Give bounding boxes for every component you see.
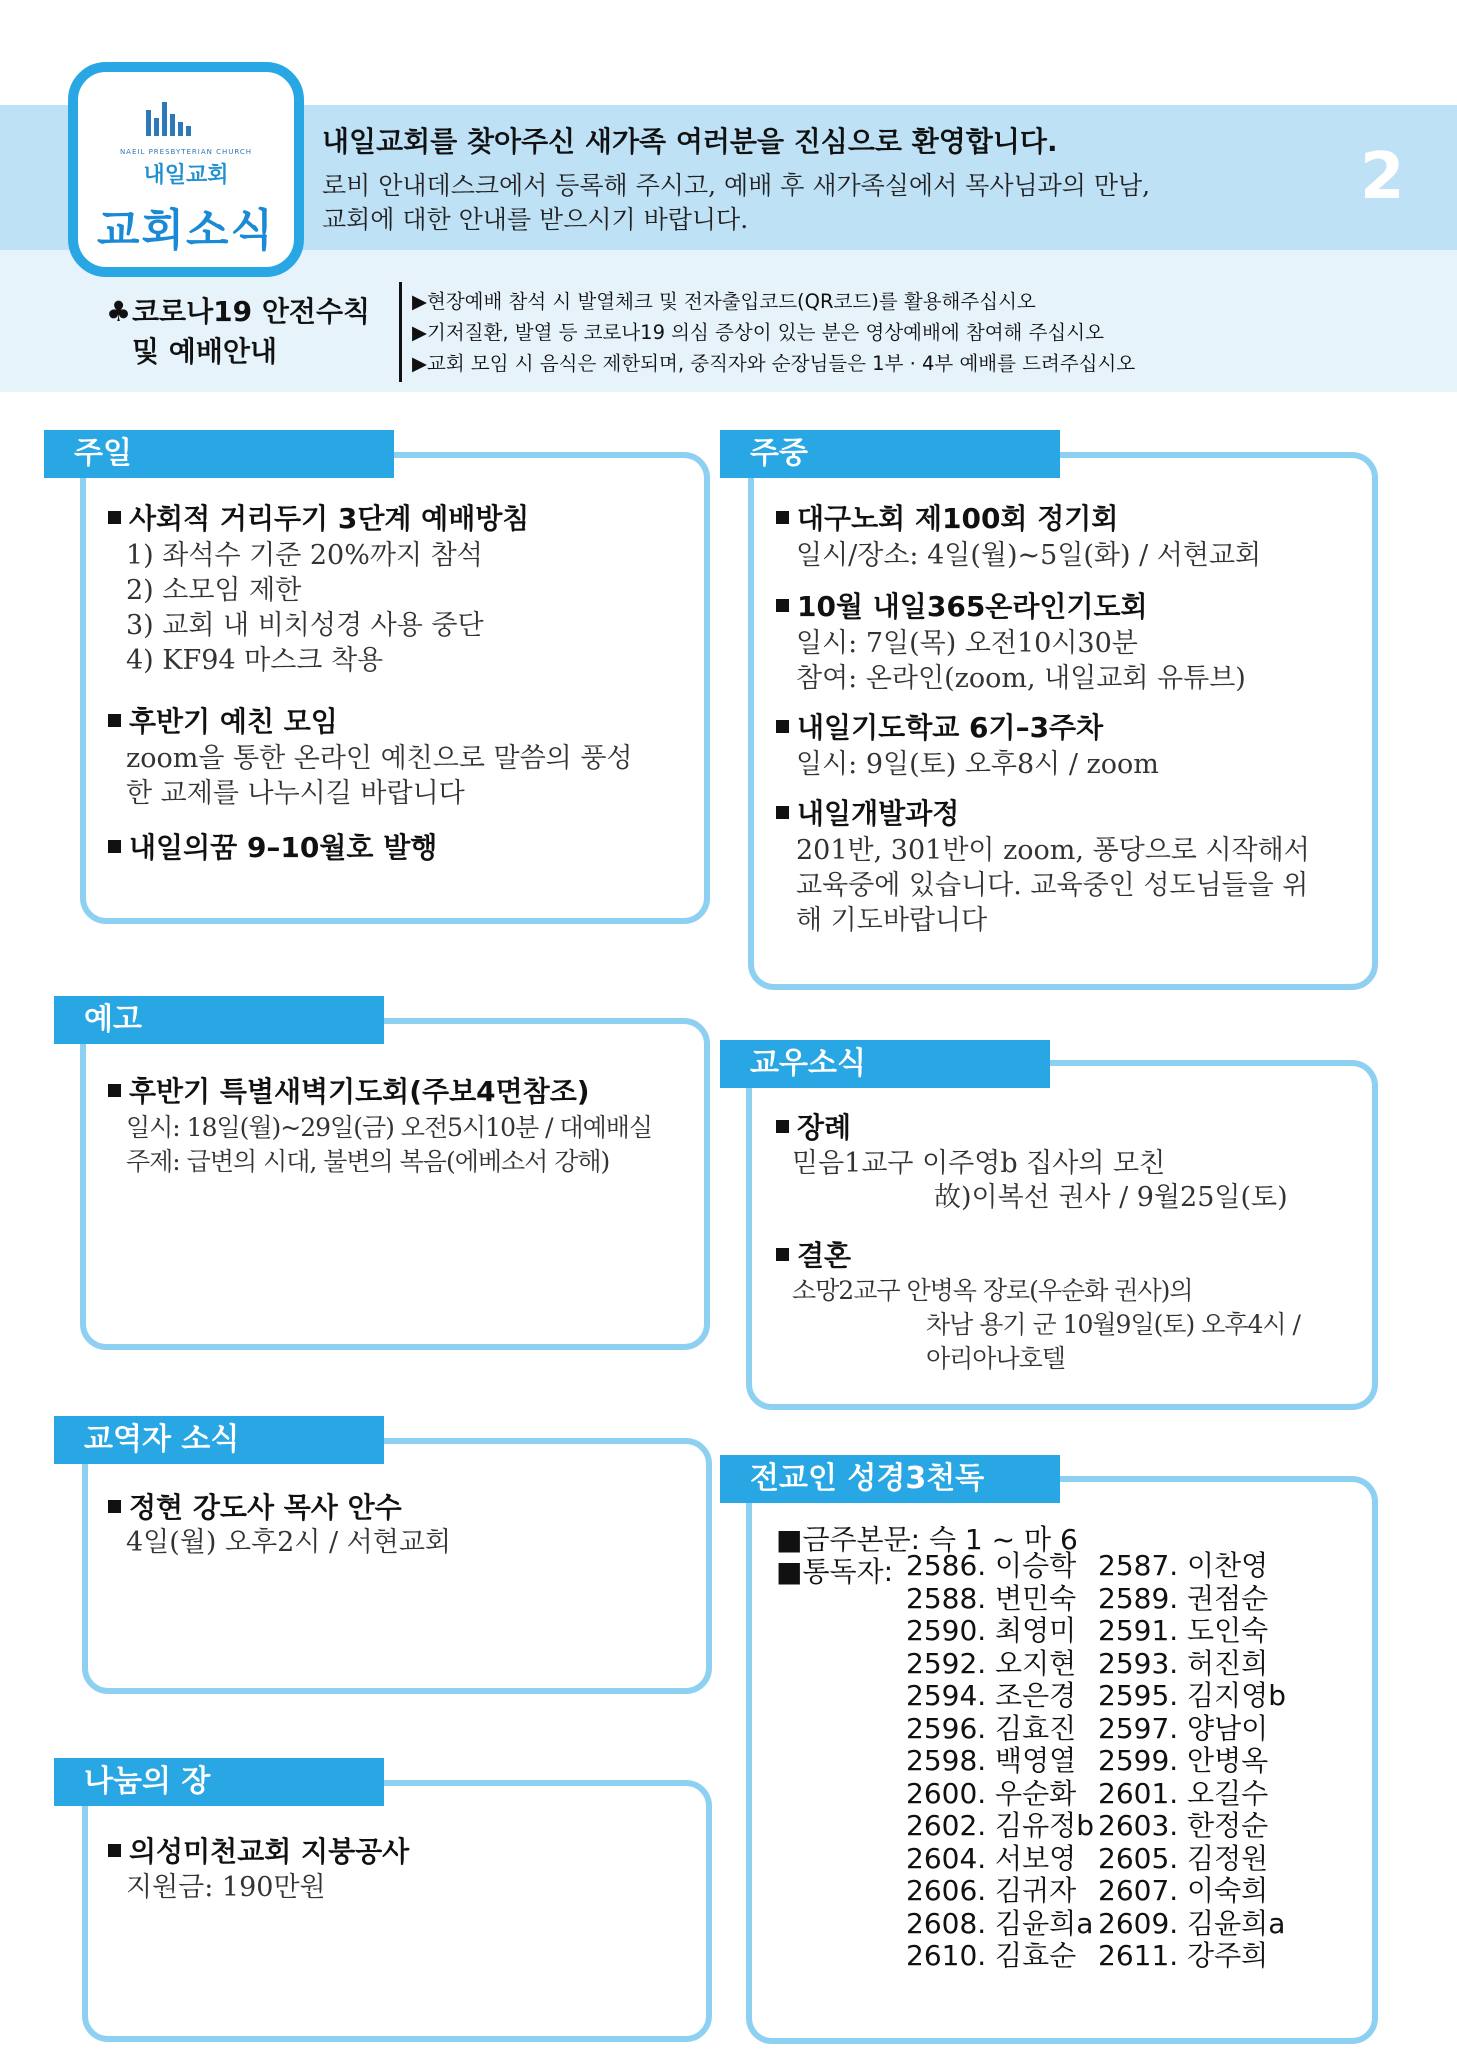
reader-entry: 2593. 허진희 xyxy=(1098,1646,1269,1680)
rule-item: 2) 소모임 제한 xyxy=(126,575,302,606)
reader-row xyxy=(906,1810,1290,1843)
members-text-2b: 차남 용기 군 10월9일(토) 오후4시 / xyxy=(926,1310,1300,1339)
reader-entry: 2588. 변민숙 xyxy=(906,1581,1077,1615)
weekday-tab: 주중 xyxy=(720,430,1060,478)
covid-guidelines xyxy=(412,286,1135,379)
weekday-heading-2: 10월 내일365온라인기도회 xyxy=(776,585,1148,625)
bible-passage: ■금주본문: 슥 1 ~ 마 6 xyxy=(776,1523,1078,1556)
logo-brand: 내일교회 xyxy=(143,163,229,188)
reader-entry: 2611. 강주희 xyxy=(1098,1939,1269,1972)
page-title: 교회소식 xyxy=(96,205,275,256)
covid-guideline: ▶교회 모임 시 음식은 제한되며, 중직자와 순장님들은 1부 · 4부 예배를 드려주십시오 xyxy=(412,352,1136,375)
covid-guideline: ▶현장예배 참석 시 발열체크 및 전자출입코드(QR코드)를 활용해주십시오 xyxy=(412,290,1036,313)
sharing-tab: 나눔의 장 xyxy=(54,1758,384,1806)
sunday-heading-3: 내일의꿈 9–10월호 발행 xyxy=(108,826,437,866)
sunday-heading-1: 사회적 거리두기 3단계 예배방침 xyxy=(108,497,529,537)
bible-tab: 전교인 성경3천독 xyxy=(720,1455,1060,1503)
sunday-heading-2: 후반기 예친 모임 xyxy=(108,700,338,740)
welcome-line-2: 교회에 대한 안내를 받으시기 바랍니다. xyxy=(322,205,749,234)
reader-entry: 2606. 김귀자 xyxy=(906,1874,1077,1907)
ministers-box xyxy=(82,1438,712,1694)
covid-title-line-1: 코로나19 안전수칙 xyxy=(132,295,371,328)
weekday-text-4: 201반, 301반이 zoom, 퐁당으로 시작해서 교육중에 있습니다. 교육중인 성도님들을 위 해 기도바랍니다 xyxy=(796,835,1310,936)
ministers-heading-1: 정현 강도사 목사 안수 xyxy=(108,1486,402,1526)
notice-box xyxy=(80,1018,710,1350)
reader-row xyxy=(906,1745,1290,1778)
reader-row xyxy=(906,1680,1290,1713)
sharing-box xyxy=(82,1780,712,2042)
reader-entry: 2604. 서보영 xyxy=(906,1841,1077,1875)
notice-tab: 예고 xyxy=(54,996,384,1044)
readers-list xyxy=(906,1550,1290,1973)
reader-entry: 2608. 김윤희a xyxy=(906,1906,1094,1940)
reader-entry: 2609. 김윤희a xyxy=(1098,1906,1286,1940)
reader-row xyxy=(906,1778,1290,1811)
members-text-1a: 믿음1교구 이주영b 집사의 모친 xyxy=(792,1148,1166,1179)
reader-row xyxy=(906,1875,1290,1908)
notice-text-1: 일시: 18일(월)~29일(금) 오전5시10분 / 대예배실 주제: 급변의 시대, 불변의 복음(에베소서 강해) xyxy=(126,1113,653,1176)
reader-entry: 2597. 양남이 xyxy=(1098,1711,1269,1745)
members-text-1b: 故)이복선 권사 / 9월25일(토) xyxy=(934,1182,1288,1213)
reader-entry: 2607. 이숙희 xyxy=(1098,1874,1269,1907)
reader-row xyxy=(906,1550,1290,1583)
rule-item: 4) KF94 마스크 착용 xyxy=(126,645,384,676)
sunday-text-2: zoom을 통한 온라인 예친으로 말씀의 풍성 한 교제를 나누시길 바랍니다 xyxy=(126,743,633,809)
members-heading-2: 결혼 xyxy=(776,1234,851,1274)
reader-row xyxy=(906,1583,1290,1616)
welcome-line-1: 로비 안내데스크에서 등록해 주시고, 예배 후 새가족실에서 목사님과의 만남, xyxy=(322,171,1151,200)
reader-entry: 2595. 김지영b xyxy=(1098,1679,1286,1712)
club-icon: ♣ xyxy=(106,295,132,328)
reader-entry: 2599. 안병옥 xyxy=(1098,1744,1269,1777)
reader-row xyxy=(906,1648,1290,1681)
logo-subtext: NAEIL PRESBYTERIAN CHURCH xyxy=(119,148,253,156)
reader-entry: 2600. 우순화 xyxy=(906,1776,1077,1810)
weekday-text-3: 일시: 9일(토) 오후8시 / zoom xyxy=(796,749,1159,780)
welcome-title: 내일교회를 찾아주신 새가족 여러분을 진심으로 환영합니다. xyxy=(322,125,1058,158)
reader-row xyxy=(906,1908,1290,1941)
reader-entry: 2586. 이승학 xyxy=(906,1549,1077,1582)
reader-entry: 2594. 조은경 xyxy=(906,1679,1077,1712)
reader-entry: 2598. 백영열 xyxy=(906,1744,1077,1777)
members-heading-1: 장례 xyxy=(776,1106,851,1146)
reader-entry: 2601. 오길수 xyxy=(1098,1776,1269,1810)
weekday-heading-1: 대구노회 제100회 정기회 xyxy=(776,497,1118,537)
reader-entry: 2602. 김유정b xyxy=(906,1809,1094,1842)
covid-guideline: ▶기저질환, 발열 등 코로나19 의심 증상이 있는 분은 영상예배에 참여해 주십시오 xyxy=(412,321,1104,344)
divider xyxy=(399,282,402,382)
covid-title-line-2: 및 예배안내 xyxy=(132,335,277,368)
reader-entry: 2589. 권점순 xyxy=(1098,1581,1269,1615)
readers-label: ■통독자: xyxy=(776,1555,894,1588)
reader-entry: 2596. 김효진 xyxy=(906,1711,1077,1745)
reader-entry: 2610. 김효순 xyxy=(906,1939,1077,1972)
ministers-tab: 교역자 소식 xyxy=(54,1416,384,1464)
sunday-tab: 주일 xyxy=(44,430,394,478)
members-tab: 교우소식 xyxy=(720,1040,1050,1088)
reader-row xyxy=(906,1843,1290,1876)
rule-item: 3) 교회 내 비치성경 사용 중단 xyxy=(126,610,484,641)
reader-row xyxy=(906,1940,1290,1973)
members-text-2a: 소망2교구 안병옥 장로(우순화 권사)의 xyxy=(792,1276,1193,1305)
reader-entry: 2603. 한정순 xyxy=(1098,1809,1269,1842)
weekday-heading-3: 내일기도학교 6기–3주차 xyxy=(776,706,1103,746)
reader-entry: 2591. 도인숙 xyxy=(1098,1614,1269,1647)
reader-row xyxy=(906,1713,1290,1746)
ministers-text-1: 4일(월) 오후2시 / 서현교회 xyxy=(126,1527,452,1558)
reader-row xyxy=(906,1615,1290,1648)
notice-heading-1: 후반기 특별새벽기도회(주보4면참조) xyxy=(108,1070,590,1110)
church-skyline-icon xyxy=(146,102,194,136)
members-text-2c: 아리아나호텔 xyxy=(926,1344,1065,1373)
weekday-text-2: 일시: 7일(목) 오전10시30분 참여: 온라인(zoom, 내일교회 유튜브) xyxy=(796,628,1246,694)
sharing-text-1: 지원금: 190만원 xyxy=(126,1872,326,1903)
reader-entry: 2590. 최영미 xyxy=(906,1614,1077,1647)
reader-entry: 2587. 이찬영 xyxy=(1098,1549,1269,1582)
church-logo xyxy=(68,62,304,277)
sunday-rules xyxy=(126,538,484,678)
reader-entry: 2592. 오지현 xyxy=(906,1646,1077,1680)
rule-item: 1) 좌석수 기준 20%까지 참석 xyxy=(126,540,483,571)
page-number: 2 xyxy=(1360,140,1405,214)
weekday-text-1: 일시/장소: 4일(월)~5일(화) / 서현교회 xyxy=(796,540,1262,571)
reader-entry: 2605. 김정원 xyxy=(1098,1841,1269,1875)
weekday-heading-4: 내일개발과정 xyxy=(776,792,959,832)
sharing-heading-1: 의성미천교회 지붕공사 xyxy=(108,1830,409,1870)
